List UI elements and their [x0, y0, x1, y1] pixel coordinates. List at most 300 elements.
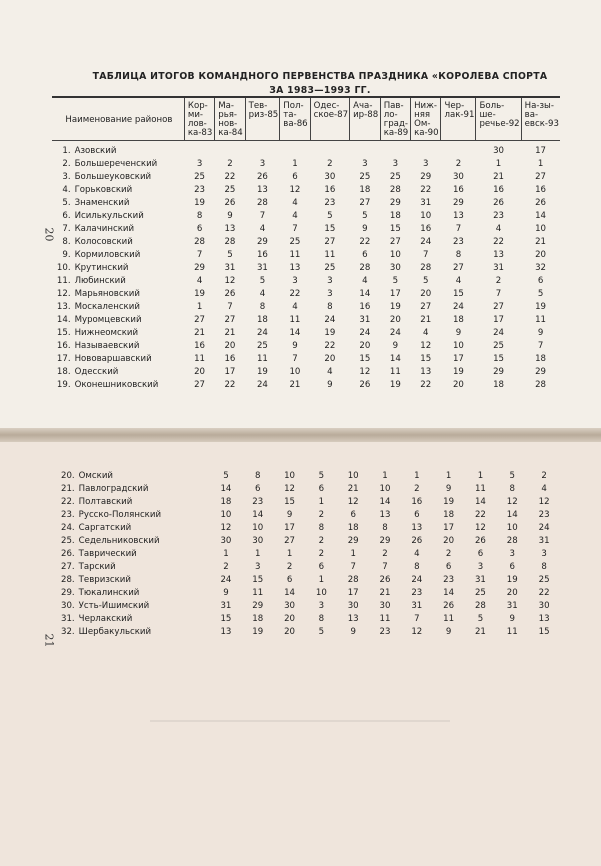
place-cell: 20 — [284, 627, 296, 637]
table-row — [52, 197, 560, 210]
place-cell: 21 — [474, 627, 486, 637]
place-cell: 28 — [506, 536, 518, 546]
place-cell: 11 — [379, 614, 391, 624]
place-cell: 2 — [327, 159, 333, 169]
table-row — [52, 171, 560, 184]
district-name: Шербакульский — [78, 627, 152, 637]
place-cell: 20 — [535, 250, 547, 260]
place-cell: 20 — [194, 367, 206, 377]
place-cell: 19 — [535, 302, 547, 312]
place-cell: 29 — [252, 601, 264, 611]
page-number-bottom: 21 — [42, 633, 56, 648]
place-cell: 20 — [359, 341, 371, 351]
page-number-top: 20 — [42, 227, 56, 242]
place-cell: 31 — [411, 601, 423, 611]
place-cell: 2 — [495, 276, 502, 286]
place-cell: 15 — [389, 224, 401, 234]
place-cell: 6 — [318, 484, 325, 494]
place-cell: 6 — [286, 575, 293, 585]
place-cell: 3 — [509, 549, 515, 559]
place-cell: 7 — [259, 211, 266, 221]
table-row — [52, 353, 560, 366]
table-body-top — [52, 141, 560, 393]
place-cell: 24 — [538, 523, 550, 533]
place-cell: 1 — [350, 549, 356, 559]
district-name: Нововаршавский — [74, 354, 152, 364]
book-spine — [0, 428, 601, 442]
district-name: Полтавский — [78, 497, 133, 507]
place-cell: 16 — [535, 185, 547, 195]
place-cell: 11 — [506, 627, 518, 637]
place-cell: 26 — [411, 536, 423, 546]
place-cell: 11 — [443, 614, 455, 624]
place-cell: 23 — [538, 510, 550, 520]
place-cell: 30 — [538, 601, 550, 611]
table-row — [52, 587, 560, 600]
place-cell: 6 — [362, 250, 368, 260]
district-name: Кормиловский — [74, 250, 141, 260]
place-cell: 5 — [327, 211, 333, 221]
place-cell: 8 — [318, 614, 325, 624]
place-cell: 25 — [538, 575, 550, 585]
row-number: 27. — [61, 562, 75, 572]
row-number: 6. — [62, 211, 71, 221]
place-cell: 22 — [538, 588, 550, 598]
place-cell: 13 — [256, 185, 268, 195]
place-cell: 1 — [445, 471, 452, 481]
place-cell: 11 — [389, 367, 401, 377]
place-cell: 26 — [359, 380, 371, 390]
district-name: Павлоградский — [78, 484, 149, 494]
place-cell: 17 — [347, 588, 359, 598]
district-name: Омский — [78, 471, 114, 481]
place-cell: 8 — [318, 523, 325, 533]
place-cell: 21 — [493, 172, 504, 182]
place-cell: 28 — [474, 601, 486, 611]
place-cell: 26 — [443, 601, 455, 611]
table-row — [52, 288, 560, 301]
row-number: 2. — [62, 159, 71, 169]
table-row — [52, 210, 560, 223]
place-cell: 29 — [420, 172, 432, 182]
place-cell: 30 — [493, 146, 504, 156]
table-row — [52, 327, 560, 340]
place-cell — [310, 141, 350, 159]
header-col-11: На-зы-ва-евск-93 — [521, 97, 560, 141]
place-cell: 27 — [194, 315, 206, 325]
place-cell: 12 — [506, 497, 518, 507]
place-cell: 4 — [292, 198, 298, 208]
place-cell: 29 — [379, 536, 391, 546]
place-cell: 25 — [256, 341, 268, 351]
place-cell: 27 — [224, 315, 236, 325]
place-cell: 21 — [194, 328, 206, 338]
row-number: 11. — [56, 276, 71, 286]
place-cell: 10 — [289, 367, 301, 377]
table-row — [52, 561, 560, 574]
place-cell: 28 — [194, 237, 206, 247]
place-cell: 24 — [324, 315, 336, 325]
place-cell: 19 — [256, 367, 268, 377]
place-cell: 5 — [227, 250, 233, 260]
place-cell: 22 — [474, 510, 486, 520]
place-cell: 1 — [255, 549, 261, 559]
place-cell: 30 — [220, 536, 232, 546]
place-cell: 24 — [256, 328, 268, 338]
place-cell: 10 — [420, 211, 432, 221]
place-cell: 20 — [284, 614, 296, 624]
place-cell: 26 — [224, 198, 236, 208]
place-cell: 25 — [324, 263, 336, 273]
place-cell: 29 — [493, 367, 504, 377]
header-row — [52, 97, 560, 141]
row-number: 18. — [56, 367, 71, 377]
header-col-2: Ма-рья-нов-ка-84 — [215, 97, 245, 141]
place-cell: 8 — [455, 250, 462, 260]
place-cell: 18 — [347, 523, 359, 533]
district-name: Колосовский — [74, 237, 133, 247]
district-name: Знаменский — [74, 198, 130, 208]
place-cell: 9 — [445, 484, 452, 494]
header-col-4: Пол-та-ва-86 — [280, 97, 310, 141]
place-cell: 7 — [350, 562, 356, 572]
place-cell: 31 — [506, 601, 518, 611]
place-cell: 31 — [224, 263, 236, 273]
place-cell: 5 — [318, 471, 325, 481]
row-number: 31. — [61, 614, 75, 624]
table-row — [52, 223, 560, 236]
place-cell: 20 — [324, 354, 336, 364]
place-cell: 23 — [379, 627, 391, 637]
place-cell: 6 — [445, 562, 452, 572]
place-cell: 14 — [220, 484, 232, 494]
place-cell: 29 — [535, 367, 547, 377]
place-cell: 7 — [196, 250, 203, 260]
place-cell: 22 — [420, 380, 432, 390]
table-row — [52, 626, 560, 639]
place-cell: 28 — [256, 198, 268, 208]
place-cell: 2 — [455, 159, 462, 169]
place-cell: 1 — [223, 549, 229, 559]
place-cell: 15 — [493, 354, 504, 364]
table-row — [52, 236, 560, 249]
place-cell: 6 — [350, 510, 356, 520]
place-cell: 27 — [493, 302, 504, 312]
place-cell: 7 — [292, 354, 298, 364]
top-page — [0, 0, 601, 428]
place-cell: 2 — [445, 549, 452, 559]
place-cell: 28 — [347, 575, 359, 585]
place-cell: 22 — [420, 185, 432, 195]
place-cell: 16 — [256, 250, 268, 260]
place-cell: 17 — [389, 289, 401, 299]
table-row — [52, 522, 560, 535]
place-cell: 23 — [493, 211, 504, 221]
table-row — [52, 470, 560, 483]
place-cell: 17 — [535, 146, 547, 156]
place-cell: 11 — [252, 588, 264, 598]
table-row — [52, 262, 560, 275]
header-col-3: Тев-риз-85 — [245, 97, 280, 141]
row-number: 4. — [62, 185, 71, 195]
place-cell: 5 — [362, 211, 368, 221]
row-number: 14. — [56, 315, 71, 325]
place-cell: 4 — [292, 211, 298, 221]
place-cell: 13 — [220, 627, 232, 637]
place-cell: 31 — [474, 575, 486, 585]
place-cell: 31 — [256, 263, 268, 273]
place-cell: 21 — [347, 484, 359, 494]
place-cell: 9 — [327, 380, 333, 390]
place-cell: 25 — [359, 172, 371, 182]
place-cell: 14 — [379, 497, 391, 507]
place-cell: 22 — [224, 380, 236, 390]
place-cell: 24 — [411, 575, 423, 585]
place-cell: 16 — [224, 354, 236, 364]
place-cell: 15 — [252, 575, 264, 585]
header-col-5: Одес-ское-87 — [310, 97, 350, 141]
place-cell: 25 — [474, 588, 486, 598]
row-number: 7. — [62, 224, 71, 234]
place-cell: 26 — [224, 289, 236, 299]
place-cell: 8 — [541, 562, 547, 572]
place-cell: 8 — [414, 562, 420, 572]
place-cell — [380, 141, 410, 159]
place-cell: 16 — [324, 185, 336, 195]
place-cell: 9 — [445, 627, 452, 637]
place-cell: 20 — [452, 380, 464, 390]
header-col-7: Пав-ло-град-ка-89 — [380, 97, 410, 141]
district-name: Усть-Ишимский — [78, 601, 150, 611]
place-cell: 30 — [284, 601, 296, 611]
title-line-1: ТАБЛИЦА ИТОГОВ КОМАНДНОГО ПЕРВЕНСТВА ПРАЗДНИКА «КОРОЛЕВА СПОРТА — [92, 71, 548, 82]
place-cell: 4 — [455, 276, 462, 286]
place-cell: 7 — [495, 289, 502, 299]
faded-bleed-through — [150, 720, 450, 762]
place-cell: 19 — [194, 198, 206, 208]
place-cell: 3 — [327, 289, 333, 299]
row-number: 5. — [62, 198, 71, 208]
place-cell: 18 — [452, 315, 464, 325]
place-cell: 31 — [359, 315, 371, 325]
place-cell: 13 — [420, 367, 432, 377]
place-cell: 19 — [194, 289, 206, 299]
place-cell: 16 — [493, 185, 504, 195]
district-name: Калачинский — [74, 224, 135, 234]
place-cell: 10 — [506, 523, 518, 533]
place-cell: 9 — [537, 328, 544, 338]
place-cell: 15 — [324, 224, 336, 234]
place-cell: 1 — [286, 549, 293, 559]
place-cell: 1 — [495, 159, 502, 169]
place-cell: 7 — [423, 250, 429, 260]
place-cell: 3 — [362, 159, 368, 169]
place-cell: 16 — [452, 185, 464, 195]
place-cell: 7 — [227, 302, 233, 312]
table-row — [52, 600, 560, 613]
place-cell: 14 — [443, 588, 455, 598]
district-name: Таврический — [78, 549, 137, 559]
place-cell: 24 — [493, 328, 504, 338]
place-cell: 23 — [324, 198, 336, 208]
place-cell: 18 — [493, 380, 504, 390]
place-cell: 26 — [493, 198, 504, 208]
place-cell: 12 — [289, 185, 301, 195]
row-number: 20. — [61, 471, 75, 481]
place-cell: 13 — [493, 250, 504, 260]
place-cell: 3 — [196, 159, 203, 169]
place-cell: 20 — [224, 341, 236, 351]
place-cell: 14 — [389, 354, 401, 364]
place-cell: 11 — [194, 354, 206, 364]
place-cell: 4 — [259, 289, 266, 299]
district-name: Большереченский — [74, 159, 158, 169]
table-row — [52, 574, 560, 587]
place-cell: 5 — [537, 289, 544, 299]
place-cell: 29 — [256, 237, 268, 247]
place-cell: 19 — [324, 328, 336, 338]
place-cell: 29 — [194, 263, 206, 273]
place-cell: 1 — [318, 497, 325, 507]
district-name: Большеуковский — [74, 172, 152, 182]
place-cell: 11 — [474, 484, 486, 494]
place-cell: 2 — [286, 562, 293, 572]
place-cell: 26 — [256, 172, 268, 182]
place-cell: 2 — [318, 536, 325, 546]
place-cell: 4 — [259, 224, 266, 234]
place-cell: 4 — [495, 224, 502, 234]
place-cell: 6 — [196, 224, 203, 234]
place-cell — [350, 141, 381, 159]
place-cell: 3 — [327, 276, 333, 286]
table-row — [52, 301, 560, 314]
district-name: Марьяновский — [74, 289, 140, 299]
row-number: 23. — [61, 510, 75, 520]
place-cell: 17 — [443, 523, 455, 533]
place-cell: 24 — [420, 237, 432, 247]
place-cell: 13 — [538, 614, 550, 624]
row-number: 25. — [61, 536, 75, 546]
row-number: 3. — [62, 172, 71, 182]
place-cell: 13 — [347, 614, 359, 624]
place-cell: 2 — [223, 562, 229, 572]
place-cell: 27 — [284, 536, 296, 546]
table-row — [52, 483, 560, 496]
header-col-10: Боль-ше-речье-92 — [476, 97, 521, 141]
place-cell: 5 — [477, 614, 484, 624]
place-cell: 5 — [392, 276, 399, 286]
place-cell: 10 — [389, 250, 401, 260]
place-cell: 2 — [414, 484, 420, 494]
place-cell: 30 — [379, 601, 391, 611]
place-cell: 21 — [224, 328, 236, 338]
place-cell: 27 — [389, 237, 401, 247]
row-number: 16. — [56, 341, 71, 351]
place-cell: 10 — [347, 471, 359, 481]
district-name: Черлакский — [78, 614, 133, 624]
place-cell: 7 — [414, 614, 420, 624]
place-cell: 16 — [420, 224, 432, 234]
place-cell: 1 — [292, 159, 298, 169]
place-cell: 22 — [224, 172, 236, 182]
place-cell: 4 — [327, 367, 333, 377]
district-name: Горьковский — [74, 185, 133, 195]
place-cell: 30 — [389, 263, 401, 273]
place-cell: 15 — [452, 289, 464, 299]
place-cell — [245, 141, 280, 159]
district-name: Любинский — [74, 276, 126, 286]
place-cell: 31 — [538, 536, 550, 546]
place-cell: 8 — [196, 211, 203, 221]
place-cell: 4 — [414, 549, 420, 559]
place-cell: 7 — [537, 341, 544, 351]
place-cell: 5 — [423, 276, 429, 286]
place-cell: 5 — [223, 471, 229, 481]
place-cell: 26 — [379, 575, 391, 585]
district-name: Москаленский — [74, 302, 140, 312]
place-cell: 18 — [252, 614, 264, 624]
place-cell: 32 — [535, 263, 547, 273]
district-name: Саргатский — [78, 523, 132, 533]
place-cell: 3 — [259, 159, 266, 169]
place-cell: 6 — [414, 510, 420, 520]
row-number: 8. — [62, 237, 71, 247]
place-cell: 27 — [324, 237, 336, 247]
row-number: 30. — [61, 601, 75, 611]
place-cell: 28 — [535, 380, 547, 390]
place-cell: 18 — [220, 497, 232, 507]
district-name: Тевризский — [78, 575, 131, 585]
place-cell: 1 — [477, 471, 484, 481]
title-line-2: ЗА 1983—1993 ГГ. — [269, 85, 371, 96]
place-cell: 21 — [379, 588, 391, 598]
place-cell: 12 — [474, 523, 486, 533]
place-cell: 10 — [252, 523, 264, 533]
place-cell: 14 — [535, 211, 547, 221]
place-cell: 24 — [389, 328, 401, 338]
place-cell: 18 — [359, 185, 371, 195]
row-number: 17. — [56, 354, 71, 364]
district-name: Называевский — [74, 341, 140, 351]
place-cell — [280, 141, 310, 159]
place-cell: 1 — [318, 575, 325, 585]
district-name: Русско-Полянский — [78, 510, 162, 520]
place-cell: 29 — [347, 536, 359, 546]
place-cell: 3 — [392, 159, 399, 169]
place-cell: 25 — [493, 341, 504, 351]
district-name: Одесский — [74, 367, 119, 377]
place-cell: 1 — [196, 302, 203, 312]
place-cell: 1 — [537, 159, 544, 169]
place-cell: 9 — [227, 211, 233, 221]
district-name: Тарский — [78, 562, 116, 572]
table-row — [52, 613, 560, 626]
place-cell: 24 — [256, 380, 268, 390]
place-cell: 19 — [389, 380, 401, 390]
place-cell — [215, 141, 245, 159]
place-cell: 14 — [252, 510, 264, 520]
place-cell: 12 — [538, 497, 550, 507]
place-cell: 11 — [324, 250, 336, 260]
header-col-6: Ача-ир-88 — [350, 97, 381, 141]
place-cell: 31 — [220, 601, 232, 611]
table-row — [52, 184, 560, 197]
place-cell: 2 — [541, 471, 547, 481]
district-name: Исилькульский — [74, 211, 144, 221]
place-cell: 3 — [423, 159, 429, 169]
row-number: 15. — [56, 328, 71, 338]
place-cell: 29 — [389, 198, 401, 208]
